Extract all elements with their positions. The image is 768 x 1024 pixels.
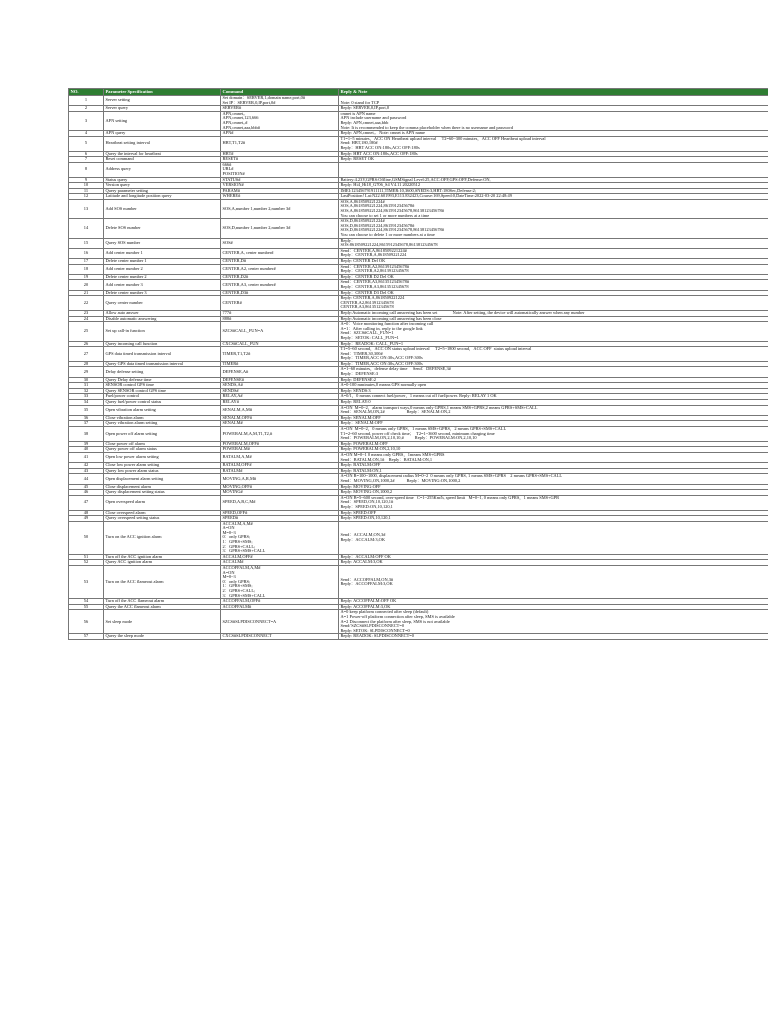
cell-command: MOVING,OFF# — [221, 484, 339, 490]
cell-command: SPEED# — [221, 516, 339, 522]
cell-parameter: Status query — [104, 177, 221, 183]
table-row — [69, 219, 768, 238]
table-row — [69, 452, 768, 462]
cell-command: APN# — [221, 131, 339, 137]
cell-command: SENALM# — [221, 421, 339, 427]
cell-no: 28 — [69, 361, 104, 367]
cell-reply: Reply: ACCOFFALM:3,OK — [339, 604, 768, 610]
cell-command: RESET# — [221, 157, 339, 163]
cell-reply: Reply: SPEED:OFF — [339, 510, 768, 516]
cell-parameter: Query overspeed setting status — [104, 516, 221, 522]
table-row — [69, 634, 768, 640]
cell-parameter: Delete center number 2 — [104, 274, 221, 280]
cell-parameter: Heartbeat setting interval — [104, 136, 221, 151]
cell-parameter: Query the interval for heartbeat — [104, 151, 221, 157]
cell-no: 1 — [69, 96, 104, 106]
cell-no: 2 — [69, 106, 104, 112]
cell-reply: Reply：CENTER D3 Del OK — [339, 290, 768, 296]
cell-no: 42 — [69, 463, 104, 469]
cell-parameter: Reset command — [104, 157, 221, 163]
table-row — [69, 347, 768, 362]
cell-reply: A=0 keep platform connected after sleep (default) A=1 Power-off platform connection after sleep, SMS is available A=2 Disconnect the platform after sleep, SMS is not available Send:'SZCS#SLPDISCONNECT=0 Reply: SETOK: SLPDISCONNECT=0 — [339, 610, 768, 634]
cell-command: 777# — [221, 310, 339, 316]
table-row — [69, 322, 768, 341]
cell-no: 21 — [69, 290, 104, 296]
cell-no: 29 — [69, 367, 104, 377]
cell-reply: Reply： SOS:8618509221224,8615912345678,8613812345678 — [339, 238, 768, 248]
cell-command: CENTER,D2# — [221, 274, 339, 280]
cell-command: DEFENSE# — [221, 377, 339, 383]
cell-command: POWERALM,A,M,T1,T2,# — [221, 427, 339, 442]
cell-command: BATALM,A,M# — [221, 452, 339, 462]
cell-no: 27 — [69, 347, 104, 362]
cell-reply: Reply: SPEED:ON,10,120,1 — [339, 516, 768, 522]
cell-reply: Reply: CENTER Del OK — [339, 259, 768, 265]
cell-command: SERVER# — [221, 106, 339, 112]
cell-no: 38 — [69, 427, 104, 442]
cell-parameter: APN setting — [104, 111, 221, 130]
cell-no: 18 — [69, 264, 104, 274]
cell-command: RELAY# — [221, 400, 339, 406]
cell-no: 53 — [69, 566, 104, 599]
cell-parameter: Query displacement setting status — [104, 490, 221, 496]
cell-reply: Reply:Automatic incoming call answering has been set Note: After setting, the device will automatically answer when any number — [339, 310, 768, 316]
cell-command: TIMER,T1,T2# — [221, 347, 339, 362]
cell-command: PARAM# — [221, 188, 339, 194]
cell-parameter: Query GPS data timed transmission interval — [104, 361, 221, 367]
cell-command: SPEED,OFF# — [221, 510, 339, 516]
cell-parameter: Query low power alarm status — [104, 468, 221, 474]
cell-no: 52 — [69, 560, 104, 566]
cell-parameter: Open power off alarm setting — [104, 427, 221, 442]
cell-reply: Reply：CENTER D2 Del OK — [339, 274, 768, 280]
table-row — [69, 238, 768, 248]
cell-parameter: SENSOR control GPS time — [104, 383, 221, 389]
cell-reply: Reply: SENALM:OFF — [339, 415, 768, 421]
cell-parameter: Query vibration alarm setting — [104, 421, 221, 427]
cell-no: 49 — [69, 516, 104, 522]
cell-no: 37 — [69, 421, 104, 427]
cell-reply: Reply: SENDS:3 — [339, 388, 768, 394]
cell-reply: SOS,A,8618509221224# SOS,A,8618509221224,8615912345678# SOS,A,8618509221224,8615912345678,8613812345678# You can choose to set 1 or more numbers at a time — [339, 199, 768, 218]
cell-reply: Reply: MOVING:OFF — [339, 484, 768, 490]
table-row — [69, 405, 768, 415]
cell-parameter: Delete SOS number — [104, 219, 221, 238]
cell-command: ACCALM# — [221, 560, 339, 566]
cell-no: 40 — [69, 447, 104, 453]
cell-reply: Send：ACCALM,ON,3# Reply：ACCALM:3,OK — [339, 521, 768, 554]
cell-command: SENALM,OFF# — [221, 415, 339, 421]
cell-parameter: Turn off the ACC flameout alarm — [104, 599, 221, 605]
cell-command: MOVING,A,R,M# — [221, 474, 339, 484]
table-row — [69, 474, 768, 484]
cell-parameter: Delay defense setting — [104, 367, 221, 377]
cell-parameter: Disable automatic answering — [104, 316, 221, 322]
cell-reply: Reply: DEFENSE:2 — [339, 377, 768, 383]
cell-no: 16 — [69, 248, 104, 258]
cell-no: 36 — [69, 415, 104, 421]
cell-parameter: Open low power alarm setting — [104, 452, 221, 462]
table-row — [69, 495, 768, 510]
cell-parameter: Delete center number 1 — [104, 259, 221, 265]
cell-command: SOS,A,number 1,number 2,number 3# — [221, 199, 339, 218]
cell-reply: Reply: POWERALM:OFF — [339, 441, 768, 447]
cell-no: 22 — [69, 296, 104, 311]
cell-no: 20 — [69, 280, 104, 290]
cell-reply: A=0-100 mminutes,0 means GPS normally open — [339, 383, 768, 389]
cell-reply: A=0/1，0 means connect fuel/power，1 means cut off fuel/power. Reply: RELAY 1 OK — [339, 394, 768, 400]
cell-parameter: GPS data timed transmission interval — [104, 347, 221, 362]
cell-parameter: Add SOS number — [104, 199, 221, 218]
cell-reply: Reply: ACCALM:3,OK — [339, 560, 768, 566]
cell-reply: A=ON M=0~2，0 means only GPRS，1 means SMS+GPRS，2 means GPRS+SMS+CALL T1=2~60 second, power off check time； T2=1~3600 second, minimum charging time Send：POWERALM,ON,2,10,10,# Reply：POWERALM:ON,2,10,10 — [339, 427, 768, 442]
cell-command: SENDS# — [221, 388, 339, 394]
cell-parameter: Close power off alarm — [104, 441, 221, 447]
cell-reply: Reply: CENTER,A,8618509221224 CENTER,A2,8613912345678 CENTER,A3,8613512345678 — [339, 296, 768, 311]
cell-parameter: Fuel/power control — [104, 394, 221, 400]
cell-parameter: Query ACC ignition alarm — [104, 560, 221, 566]
cell-reply: cmnet is APN name APN include username and password Reply: APN,cmnet,aaa,bbb Note: It is recommended to keep the comma placeholder when there is no username and password — [339, 111, 768, 130]
cell-reply: Reply: SERVER,0,IP,port,0 — [339, 106, 768, 112]
cell-command: ACCOFFALM# — [221, 604, 339, 610]
cell-parameter: Address query — [104, 162, 221, 177]
cell-no: 44 — [69, 474, 104, 484]
cell-no: 43 — [69, 468, 104, 474]
cell-reply: Reply: ACCOFFALM:OFF OK — [339, 599, 768, 605]
cell-reply: SOS,D,8618509221224# SOS,D,8618509221224,8615912345678# SOS,D,8618509221224,8615912345678,8613812345678# You can choose to delete 1 or more numbers at a time — [339, 219, 768, 238]
cell-reply: Reply：READOK: CALL_FUN=1 — [339, 341, 768, 347]
cell-parameter: Close displacement alarm — [104, 484, 221, 490]
cell-command: WHERE# — [221, 194, 339, 200]
cell-command: BATALM,OFF# — [221, 463, 339, 469]
cell-reply: Reply：TIMER,ACC ON:30s,ACC OFF:300s — [339, 361, 768, 367]
cell-reply — [339, 162, 768, 177]
cell-no: 10 — [69, 183, 104, 189]
cell-reply: Reply:Automatic incoming call answering has been close — [339, 316, 768, 322]
cell-parameter: Query SENSOR control GPS time — [104, 388, 221, 394]
cell-command: SOS# — [221, 238, 339, 248]
cell-command: ACCALM,A,M# A=ON M=0~3 0：only GPRS; 1：GPRS+SMS; 2：GPRS+CALL; 3：GPRS+SMS+CALL — [221, 521, 339, 554]
cell-reply: A=ON M=0~2，alarm transport ways,0 means only GPRS,1 means SMS+GPRS,2 means GPRS+SMS+CALL Send：SENALM,ON,2# Reply：SENALM:ON,2 — [339, 405, 768, 415]
cell-command: HBT,T1,T2# — [221, 136, 339, 151]
cell-reply: A=1~60 minutes，defense delay time Send：DEFENSE,3# Reply：DEFENSE:3 — [339, 367, 768, 377]
cell-parameter: APN query — [104, 131, 221, 137]
cell-no: 57 — [69, 634, 104, 640]
cell-command: ACCOFFALM,A,M# A=ON M=0~3 0：only GPRS; 1：GPRS+SMS; 2：GPRS+CALL; 3：GPRS+SMS+CALL — [221, 566, 339, 599]
table-row — [69, 427, 768, 442]
table-row — [69, 162, 768, 177]
cell-command: STATUS# — [221, 177, 339, 183]
cell-reply: Reply: RESET OK — [339, 157, 768, 163]
cell-no: 9 — [69, 177, 104, 183]
cell-command: APN,cmnet,, APN,cmnet,123,666 APN,cmnet,,# APN,cmnet,aaa,bbb# — [221, 111, 339, 130]
cell-command: 666# URL# POSITION# — [221, 162, 339, 177]
cell-reply: T1=5~60 second，ACC ON status upload interval T2=5~1800 second，ACC OFF status upload interval Send：TIMER,30,300# Reply：TIMER,ACC ON:30s,ACC OFF:300s — [339, 347, 768, 362]
cell-parameter: Close low power alarm setting — [104, 463, 221, 469]
cell-no: 48 — [69, 510, 104, 516]
cell-parameter: Server setting — [104, 96, 221, 106]
cell-reply: Reply: RELAY:0 — [339, 400, 768, 406]
cell-parameter: Turn on the ACC flameout alarm — [104, 566, 221, 599]
cell-no: 34 — [69, 400, 104, 406]
cell-reply: Reply: BATALM:OFF — [339, 463, 768, 469]
cell-command: SPEED,A,B,C,M# — [221, 495, 339, 510]
cell-command: POWERALM# — [221, 447, 339, 453]
cell-command: 888# — [221, 316, 339, 322]
header-reply-note: Reply & Note — [339, 89, 768, 96]
cell-parameter: Query incoming call function — [104, 341, 221, 347]
cell-parameter: Query fuel/power control status — [104, 400, 221, 406]
cell-command: SENALM,A,M# — [221, 405, 339, 415]
cell-parameter: Turn on the ACC ignition alarm — [104, 521, 221, 554]
cell-no: 32 — [69, 388, 104, 394]
cell-reply: Reply: MOVING:ON,1000,2 — [339, 490, 768, 496]
cell-reply: Send：CENTER,A3,8613512345678# Reply：CENTER,A3,8613512345678 — [339, 280, 768, 290]
cell-reply: Reply: HBT ACC ON:180s,ACC OFF:180s — [339, 151, 768, 157]
cell-no: 23 — [69, 310, 104, 316]
cell-parameter: Latitude and longitude position query — [104, 194, 221, 200]
cell-reply: A=0：Voice monitoring function after incoming call A=1：After calling in, reply to the google link Send：SZCS#CALL_FUN=1 Reply：SETOK: CALL_FUN=1 — [339, 322, 768, 341]
cell-parameter: Set sleep mode — [104, 610, 221, 634]
cell-parameter: Open displacement alarm setting — [104, 474, 221, 484]
cell-no: 7 — [69, 157, 104, 163]
cell-reply: LastPosition! Lat:N22.601993,E113.832423,Course:169,Speed:0,DateTime:2022-03-20 22:48:49 — [339, 194, 768, 200]
cell-command: CENTER,D3# — [221, 290, 339, 296]
cell-command: POWERALM,OFF# — [221, 441, 339, 447]
cell-parameter: Query SOS number — [104, 238, 221, 248]
cell-no: 19 — [69, 274, 104, 280]
cell-no: 46 — [69, 490, 104, 496]
cell-no: 6 — [69, 151, 104, 157]
header-command: Command — [221, 89, 339, 96]
cell-no: 55 — [69, 604, 104, 610]
cell-no: 3 — [69, 111, 104, 130]
header-no: NO. — [69, 89, 104, 96]
cell-parameter: Version query — [104, 183, 221, 189]
cell-no: 15 — [69, 238, 104, 248]
cell-parameter: Query Delay defense time — [104, 377, 221, 383]
cell-parameter: Query power off alarm status — [104, 447, 221, 453]
command-table-sheet — [68, 88, 768, 640]
cell-parameter: Query parameter setting — [104, 188, 221, 194]
cell-command: CENTER# — [221, 296, 339, 311]
cell-command: BATALM# — [221, 468, 339, 474]
cell-parameter: Add center number 1 — [104, 248, 221, 258]
cell-no: 54 — [69, 599, 104, 605]
cell-reply: Reply: BATALM:ON,1 — [339, 468, 768, 474]
cell-reply: Send：CENTER,A,8618509221224# Reply：CENTER,A,8618509221224 — [339, 248, 768, 258]
cell-reply: T1=1~5 minutes，ACC ON Heartbeat upload interval T2=60~300 minutes，ACC OFF Heartbeat upload interval Send: HBT,180,180# Reply：HBT ACC ON:180s,ACC OFF:180s — [339, 136, 768, 151]
cell-parameter: Server query — [104, 106, 221, 112]
table-row — [69, 96, 768, 106]
command-table — [68, 88, 768, 640]
cell-no: 30 — [69, 377, 104, 383]
cell-parameter: Open overspeed alarm — [104, 495, 221, 510]
cell-reply: Send：ACCOFFALM,ON,3# Reply：ACCOFFALM:3,OK — [339, 566, 768, 599]
cell-parameter: Add center number 3 — [104, 280, 221, 290]
cell-command: RELAY,A# — [221, 394, 339, 400]
cell-reply: Battery:4.23V,GPRS:Offline,GSMSignal Level:25,ACC:OFF,GPS:OFF,Defense:ON, — [339, 177, 768, 183]
cell-no: 50 — [69, 521, 104, 554]
table-row — [69, 136, 768, 151]
cell-reply: Reply: READOK: SLPDISCONNECT=0 — [339, 634, 768, 640]
cell-reply: A=ON B=5~600 second, over-speed time C=1~255Km/h, speed limit M=0~1, 0 means only GPRS，1 means SMS+GPR Send：SPEED,ON,10,120,1# Reply：SPEED:ON,10,120,1 — [339, 495, 768, 510]
cell-command: MOVING# — [221, 490, 339, 496]
cell-command: CENTER,D# — [221, 259, 339, 265]
cell-no: 11 — [69, 188, 104, 194]
cell-reply: IMEI:123456791911111,TIMER:10,3600,SNEDS:3,HBT:180Sec,Defense:2; — [339, 188, 768, 194]
cell-no: 8 — [69, 162, 104, 177]
cell-reply: Reply: Hi4_Hi18_G706_S4 V4.11 20220512 — [339, 183, 768, 189]
cell-parameter: Query center number — [104, 296, 221, 311]
cell-no: 47 — [69, 495, 104, 510]
cell-command: DEFENSE,A# — [221, 367, 339, 377]
cell-no: 17 — [69, 259, 104, 265]
table-row — [69, 296, 768, 311]
cell-no: 31 — [69, 383, 104, 389]
table-row — [69, 610, 768, 634]
cell-no: 12 — [69, 194, 104, 200]
cell-parameter: Open vibration alarm setting — [104, 405, 221, 415]
cell-parameter: Close vibration alarm — [104, 415, 221, 421]
cell-command: CENTER,A3, center number# — [221, 280, 339, 290]
table-row — [69, 521, 768, 554]
cell-command: VERSION# — [221, 183, 339, 189]
cell-parameter: Allow auto answer — [104, 310, 221, 316]
table-header-row — [69, 89, 768, 96]
cell-command: CENTER,A, center number# — [221, 248, 339, 258]
table-row — [69, 248, 768, 258]
cell-command: TIMER# — [221, 361, 339, 367]
cell-command: SZCS#SLPDISCONNECT=A — [221, 610, 339, 634]
cell-command: ACCOFFALM,OFF# — [221, 599, 339, 605]
cell-no: 33 — [69, 394, 104, 400]
table-row — [69, 280, 768, 290]
cell-reply: Note: 0 stand for TCP — [339, 96, 768, 106]
cell-no: 26 — [69, 341, 104, 347]
cell-no: 14 — [69, 219, 104, 238]
cell-command: SENDS,A# — [221, 383, 339, 389]
cell-no: 39 — [69, 441, 104, 447]
cell-command: ACCALM,OFF# — [221, 554, 339, 560]
cell-command: CXCS#CALL_FUN — [221, 341, 339, 347]
cell-parameter: Query the ACC flameout alarm — [104, 604, 221, 610]
cell-parameter: Delete center number 3 — [104, 290, 221, 296]
cell-reply: A=ON R=100~1000, displacement radius M=0~2 0 means only GPRS, 1 means SMS+GPRS 2 means GPRS+SMS+CALL Send：MOVING,ON,1000,2# Reply：MOVING:ON,1000,2 — [339, 474, 768, 484]
cell-parameter: Query the sleep mode — [104, 634, 221, 640]
cell-reply: Reply：SENALM:OFF — [339, 421, 768, 427]
cell-command: Set domain：SERVER,1,domain name,port,0# Set IP：SERVER,0,IP,port,0# — [221, 96, 339, 106]
cell-no: 25 — [69, 322, 104, 341]
cell-command: SOS,D,number 1,number 2,number 3# — [221, 219, 339, 238]
cell-command: HBT# — [221, 151, 339, 157]
table-row — [69, 264, 768, 274]
cell-no: 41 — [69, 452, 104, 462]
table-row — [69, 566, 768, 599]
table-row — [69, 367, 768, 377]
cell-command: SZCS#CALL_FUN=A — [221, 322, 339, 341]
table-body — [69, 96, 768, 640]
header-parameter: Parameter Specification — [104, 89, 221, 96]
table-row — [69, 199, 768, 218]
cell-reply: Reply: POWERALM:ON,2,10,10 — [339, 447, 768, 453]
cell-parameter: Set up call-in function — [104, 322, 221, 341]
cell-no: 35 — [69, 405, 104, 415]
cell-reply: Reply: APN,cmnet,, Note: cmnet is APN name — [339, 131, 768, 137]
cell-parameter: Add center number 2 — [104, 264, 221, 274]
table-row — [69, 111, 768, 130]
cell-no: 45 — [69, 484, 104, 490]
cell-no: 51 — [69, 554, 104, 560]
cell-no: 4 — [69, 131, 104, 137]
cell-reply: Reply：ACCALM:OFF OK — [339, 554, 768, 560]
cell-reply: Send：CENTER,A2,8613912345678# Reply：CENTER,A2,8613912345678 — [339, 264, 768, 274]
cell-command: CENTER,A2, center number# — [221, 264, 339, 274]
cell-command: CXCS#SLPDISCONNECT — [221, 634, 339, 640]
cell-parameter: Turn off the ACC ignition alarm — [104, 554, 221, 560]
cell-no: 13 — [69, 199, 104, 218]
cell-no: 5 — [69, 136, 104, 151]
cell-no: 56 — [69, 610, 104, 634]
cell-no: 24 — [69, 316, 104, 322]
cell-reply: A=ON M=0~1 0 means only GPRS，1means SMS+GPRS Send：BATALM,ON,1# Reply：BATALM:ON,1 — [339, 452, 768, 462]
cell-parameter: Close overspeed alarm — [104, 510, 221, 516]
